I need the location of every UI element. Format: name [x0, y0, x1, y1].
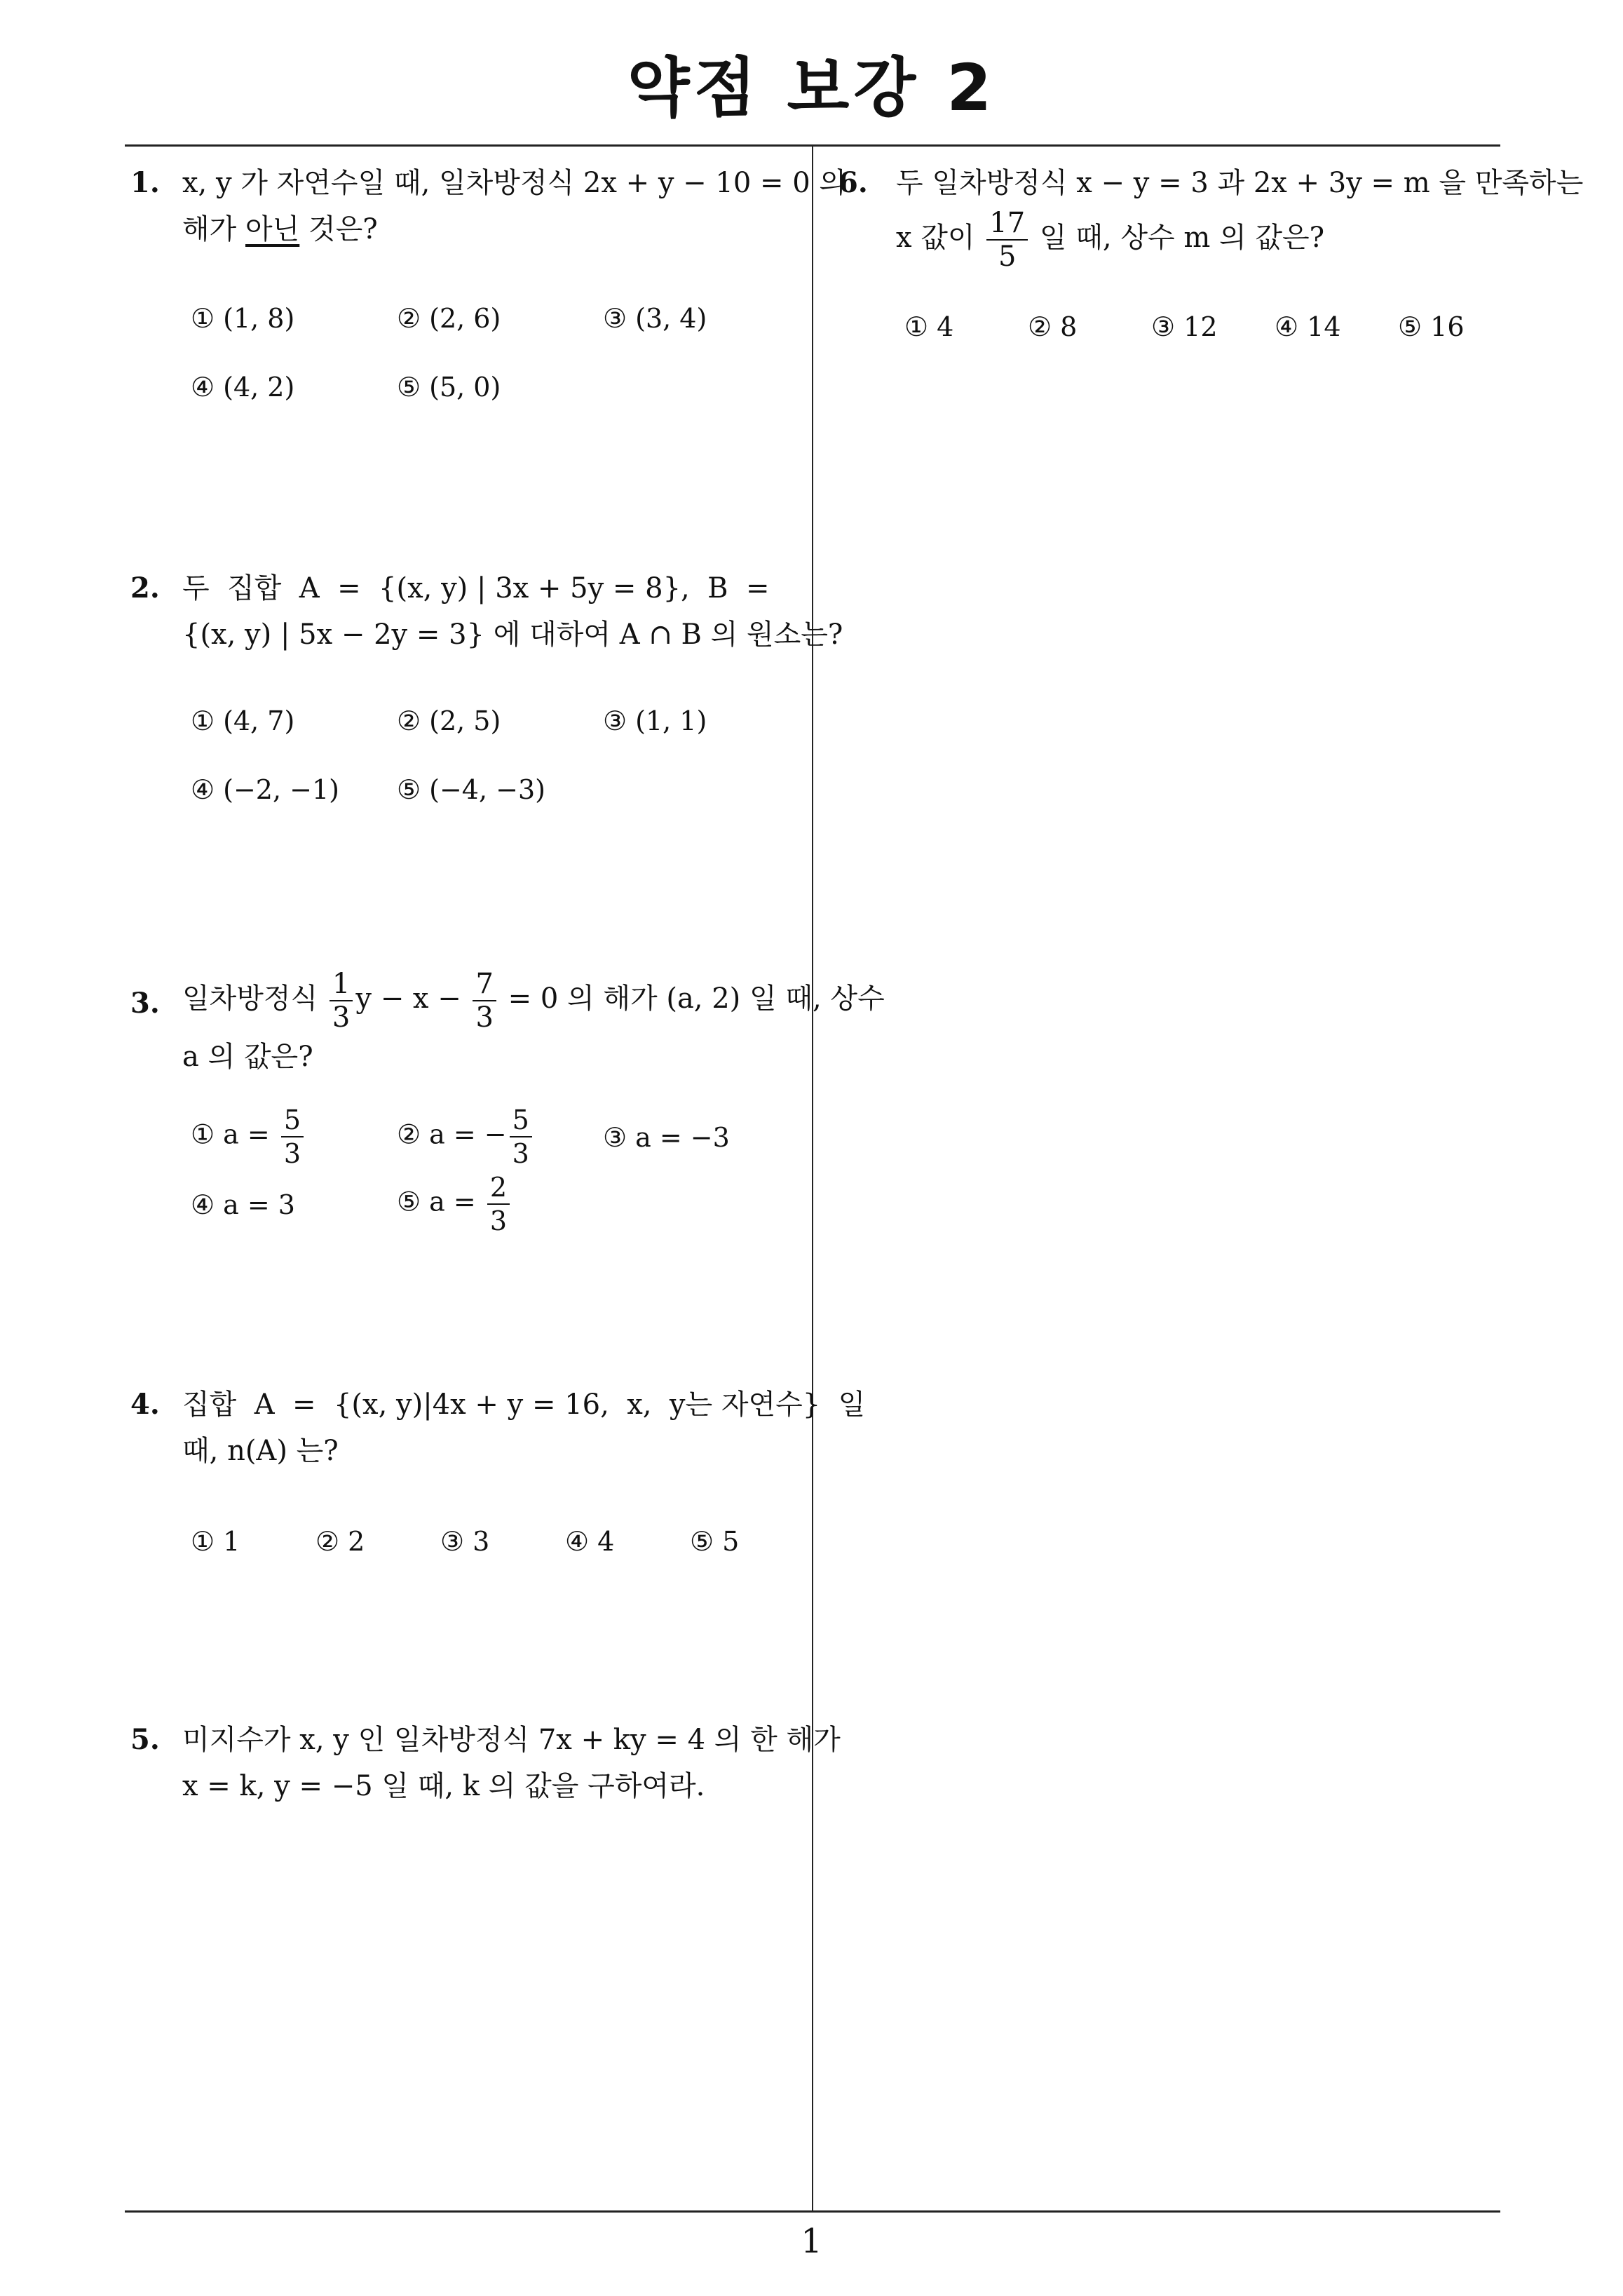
question-number: 5.: [130, 1723, 160, 1756]
option-3[interactable]: ③ 3: [440, 1526, 490, 1557]
question-number: 2.: [130, 572, 160, 605]
question-number: 6.: [838, 166, 868, 199]
option-2[interactable]: ② 8: [1028, 311, 1078, 342]
question-text: x = k, y = −5 일 때, k 의 값을 구하여라.: [182, 1770, 705, 1802]
question-text: 일 때, 상수 m 의 값은?: [1039, 222, 1325, 254]
question-text: 두 일차방정식 x − y = 3 과 2x + 3y = m 을 만족하는: [896, 167, 1584, 199]
question-text: 집합 A = {(x, y)|4x + y = 16, x, y는 자연수} 일: [182, 1389, 866, 1421]
option-2[interactable]: ② (2, 5): [397, 705, 501, 736]
question-text: 것은?: [299, 213, 378, 245]
option-1[interactable]: ① a = $\frac{5}{3}$: [191, 1104, 306, 1170]
option-1[interactable]: ① (4, 7): [191, 705, 295, 736]
question-text: 해가: [182, 213, 245, 245]
fraction: $\frac{7}{3}$: [473, 968, 496, 1034]
underlined-word: 아닌: [245, 213, 300, 245]
question-text: 일차방정식: [182, 982, 318, 1015]
option-1[interactable]: ① (1, 8): [191, 303, 295, 334]
option-5[interactable]: ⑤ 5: [690, 1526, 740, 1557]
page-title: 약점 보강 2: [627, 50, 996, 126]
option-3[interactable]: ③ (1, 1): [603, 705, 707, 736]
question-number: 1.: [130, 166, 160, 199]
page-number: 1: [801, 2222, 822, 2261]
option-3[interactable]: ③ 12: [1151, 311, 1218, 342]
option-1[interactable]: ① 1: [191, 1526, 240, 1557]
option-5[interactable]: ⑤ 16: [1398, 311, 1465, 342]
question-text: y − x −: [355, 982, 461, 1015]
option-3[interactable]: ③ a = −3: [603, 1122, 730, 1153]
option-2[interactable]: ② (2, 6): [397, 303, 501, 334]
option-3[interactable]: ③ (3, 4): [603, 303, 707, 334]
question-number: 3.: [130, 987, 160, 1020]
column-divider: [812, 144, 813, 2212]
option-5[interactable]: ⑤ (−4, −3): [397, 774, 545, 805]
question-text: {(x, y) | 5x − 2y = 3} 에 대하여 A ∩ B 의 원소는?: [182, 619, 843, 651]
option-4[interactable]: ④ 4: [565, 1526, 615, 1557]
option-4[interactable]: ④ (4, 2): [191, 372, 295, 403]
question-text: = 0 의 해가 (a, 2) 일 때, 상수: [508, 982, 885, 1015]
question-text: x 값이: [896, 222, 975, 254]
fraction: $\frac{1}{3}$: [330, 968, 353, 1034]
option-1[interactable]: ① 4: [904, 311, 954, 342]
question-text: 때, n(A) 는?: [182, 1435, 339, 1467]
question-text: a 의 값은?: [182, 1041, 313, 1073]
option-5[interactable]: ⑤ a = $\frac{2}{3}$: [397, 1171, 512, 1237]
fraction: $\frac{17}{5}$: [986, 207, 1028, 273]
option-4[interactable]: ④ (−2, −1): [191, 774, 339, 805]
option-4[interactable]: ④ a = 3: [191, 1189, 295, 1220]
bottom-rule: [125, 2210, 1500, 2213]
option-5[interactable]: ⑤ (5, 0): [397, 372, 501, 403]
option-2[interactable]: ② 2: [315, 1526, 365, 1557]
question-text: 두 집합 A = {(x, y) | 3x + 5y = 8}, B =: [182, 572, 770, 605]
option-2[interactable]: ② a = − $\frac{5}{3}$: [397, 1104, 535, 1170]
question-text: 미지수가 x, y 인 일차방정식 7x + ky = 4 의 한 해가: [182, 1724, 841, 1756]
option-4[interactable]: ④ 14: [1275, 311, 1341, 342]
question-number: 4.: [130, 1388, 160, 1421]
question-text: x, y 가 자연수일 때, 일차방정식 2x + y − 10 = 0 의: [182, 167, 847, 199]
